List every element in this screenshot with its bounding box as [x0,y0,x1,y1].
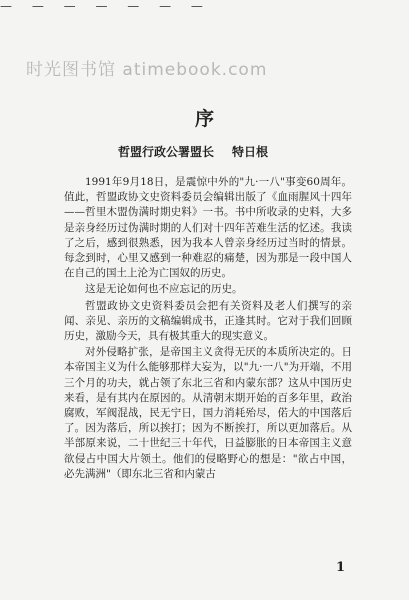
header-marks: — — — — — — — [0,0,211,13]
body-text [64,175,352,482]
paragraph: 这是无论如何也不应忘记的历史。 [85,283,243,296]
author-name: 特日根 [232,145,269,159]
author-line [118,143,268,160]
author-position: 哲盟行政公署盟长 [118,145,215,159]
watermark: 时光图书馆 atimebook.com [26,60,268,80]
page-title: 序 [194,108,214,130]
paragraph: 哲盟政协文史资料委员会把有关资料及老人们撰写的亲闻、亲见、亲历的文稿编辑成书，正逢其时。它对于我们回顾历史，激励今天，具有极其重大的现实意义。 [64,299,352,343]
page-number: 1 [336,560,346,575]
paragraph: 对外侵略扩张，是帝国主义贪得无厌的本质所决定的。日本帝国主义为什么能够那样大妄为，以"九·一八"为开端，不用三个月的功夫，就占领了东北三省和内蒙东部？这从中国历史来看，是有其内在原因的。从清朝末期开始的百多年里，政治腐败，军阀混战，民无宁日，国力消耗殆尽，偌大的中国落后了。因为落后，所以挨打；因为不断挨打，所以更加落后。从半部原来说，二十世纪三十年代，日益膨胀的日本帝国主义意欲侵占中国大片领土。他们的侵略野心的想是："欲占中国，必先满洲"（即东北三省和内蒙古 [64,346,352,480]
paragraph: 1991年9月18日，是震惊中外的"九·一八"事变60周年。值此，哲盟政协文史资料委员会编辑出版了《血雨腥风十四年——哲里木盟伪满时期史料》一书。书中所收录的史料，大多是亲身经历过伪满时期的人们对十四年苦难生活的忆述。我读了之后，感到很熟悉，因为我本人曾亲身经历过当时的情景。每念到时，心里又感到一种难忍的痛楚，因为那是一段中国人在自己的国土上沦为亡国奴的历史。 [64,176,352,280]
